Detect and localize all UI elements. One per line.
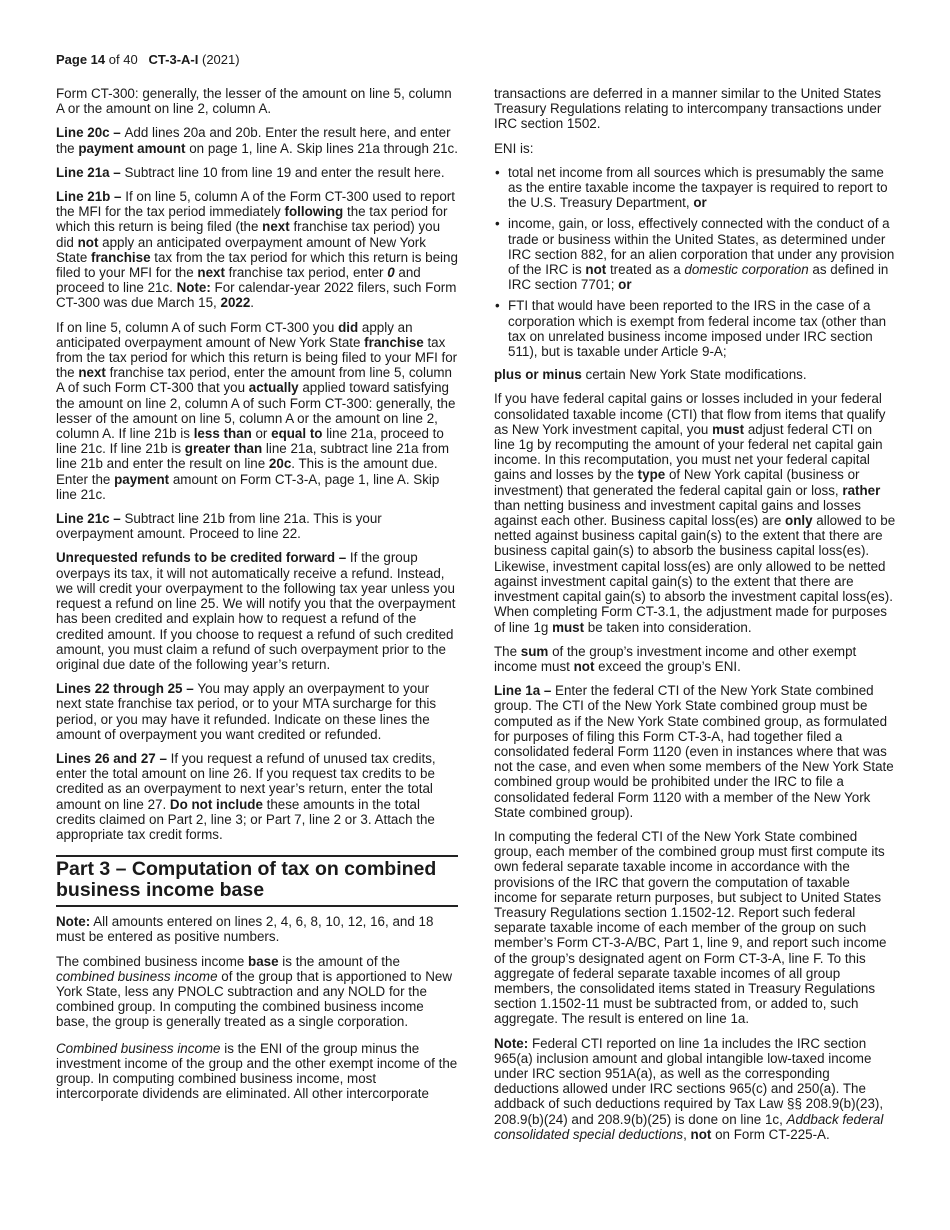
list-item: • income, gain, or loss, effectively connected with the conduct of a trade or business within the United States, as determined under IRC section 882, for an alien corporation that under any provision of the IRC is not treated as a domestic corporation as defined in IRC section 7701; or [494,216,896,292]
paragraph: The combined business income base is the amount of the combined business income of the group that is apportioned to New York State, less any PNOLC subtraction and any NOLD for the combined group. In computing the combined business income base, the group is generally treated as a single corporation. [56,953,453,1030]
paragraph: transactions are deferred in a manner similar to the United States Treasury Regulations relating to intercompany transactions under IRC section 1502. [494,86,882,132]
page-number: Page 14 [56,52,106,67]
paragraph: Form CT-300: generally, the lesser of the amount on line 5, column A or the amount on line 2, column A. [56,86,452,117]
left-column [56,86,458,1110]
eni-heading: ENI is: [494,140,534,156]
note-paragraph: Note: All amounts entered on lines 2, 4, 6, 8, 10, 12, 16, and 18 must be entered as positive numbers. [56,914,434,945]
page-total: of 40 [105,52,138,67]
form-year: (2021) [198,52,240,67]
paragraph: The sum of the group’s investment income and other exempt income must not exceed the group’s ENI. [494,643,857,674]
line-21c-paragraph: Line 21c – Subtract line 21b from line 21a. This is your overpayment amount. Proceed to line 22. [56,511,382,542]
lines-26-27-paragraph: Lines 26 and 27 – If you request a refund of unused tax credits, enter the total amount on line 26. If you request tax credits to be credited as an overpayment to next year’s return, enter the total amount on line 27. Do not include these amounts in the total credits claimed on Part 2, line 3; or Part 7, line 2 or 3. Attach the appropriate tax credit forms. [56,750,436,842]
paragraph: If on line 5, column A of such Form CT-300 you did apply an anticipated overpayment amount of New York State franchise tax from the tax period for which this return is being filed to your MFI for the next franchise tax period, enter the amount from line 5, column A of such Form CT-300 that you actually applied toward satisfying the amount on line 2, column A of such Form CT-300: generally, the lesser of the amount on line 5, column A or the amount on line 2, column A. If line 21b is less than or equal to line 21a, proceed to line 21c. If line 21b is greater than line 21a, subtract line 21a from line 21b and enter the result on line 20c. This is the amount due. Enter the payment amount on Form CT-3-A, page 1, line A. Skip line 21c. [56,319,458,502]
paragraph: plus or minus certain New York State modifications. [494,367,807,383]
line-21a-paragraph: Line 21a – Subtract line 10 from line 19 and enter the result here. [56,164,445,180]
paragraph: In computing the federal CTI of the New York State combined group, each member of the combined group must first compute its own federal separate taxable income in accordance with the provisions of the IRC that govern the computation of taxable income for separate return purposes, but subject to United States Treasury Regulations section 1.1502-12. Report such federal separate taxable income of each member of the group on such member’s Form CT-3-A/BC, Part 1, line 9, and report such income of the group’s designated agent on Form CT-3-A, line F. To this aggregate of federal separate taxable incomes of all group members, the consolidated items stated in Treasury Regulations section 1.1502-11 must be subtracted from, or added to, such aggregate. The result is entered on line 1a. [494,828,887,1027]
line-21b-paragraph: Line 21b – If on line 5, column A of the Form CT-300 used to report the MFI for the tax period immediately following the tax period for which this return is being filed (the next franchise tax period) you did not apply an anticipated overpayment amount of New York State franchise tax from the tax period for which this return is being filed to your MFI for the next franchise tax period, enter 0 and proceed to line 21c. Note: For calendar-year 2022 filers, such Form CT-300 was due March 15, 2022. [56,189,458,311]
list-item: • FTI that would have been reported to the IRS in the case of a corporation which is exempt from federal income tax (other than tax on unrelated business income imposed under IRC section 511), but is taxable under Article 9-A; [494,298,896,359]
line-1a-paragraph: Line 1a – Enter the federal CTI of the New York State combined group. The CTI of the New York State combined group must be computed as if the New York State combined group, as formulated for purposes of filing this Form CT-3-A, had together filed a consolidated federal Form 1120 (even in instances where that was not the case, and even when some members of the New York State combined group would be prohibited under the IRC to file a consolidated federal Form 1120 with a member of the New York State combined group). [494,683,894,820]
lines-22-25-paragraph: Lines 22 through 25 – You may apply an overpayment to your next state franchise tax period, or to your MTA surcharge for this period, or you may have it refunded. Indicate on these lines the amount of overpayment you want credited or refunded. [56,681,437,742]
note-paragraph: Note: Federal CTI reported on line 1a includes the IRC section 965(a) inclusion amount and global intangible low-taxed income under IRC section 951A(a), as well as the corresponding deductions allowed under IRC sections 965(c) and 250(a). The addback of such deductions required by Tax Law §§ 208.9(b)(23), 208.9(b)(24) and 208.9(b)(25) is done on line 1c, Addback federal consolidated special deductions, not on Form CT-225-A. [494,1035,884,1142]
eni-bullet-list [494,165,896,359]
section-heading-box [56,855,458,907]
right-column [494,86,896,1151]
section-title: Part 3 – Computation of tax on combined business income base [56,858,437,902]
page-header [56,52,240,68]
paragraph: Combined business income is the ENI of the group minus the investment income of the group and the other exempt income of the group. In computing combined business income, most intercorporate dividends are eliminated. All other intercorporate [56,1040,458,1102]
form-number: CT-3-A-I [148,52,199,67]
list-item: • total net income from all sources which is presumably the same as the entire taxable income the taxpayer is required to report to the U.S. Treasury Department, or [494,165,896,211]
capital-gains-paragraph: If you have federal capital gains or losses included in your federal consolidated taxable income (CTI) that flow from items that qualify as New York investment capital, you must adjust federal CTI on line 1g by recomputing the amount of your federal net capital gain income. In this recomputation, you must net your federal capital gains and losses by the type of New York capital (business or investment) that generated the federal capital gain or loss, rather than netting business and investment capital gains and losses against each other. Business capital loss(es) are only allowed to be netted against business capital gain(s) to the extent that there are business capital gain(s) to absorb the business capital loss(es). Likewise, investment capital loss(es) are only allowed to be netted against investment capital gain(s) to the extent that there are investment capital gain(s) to absorb the investment capital loss(es). When completing Form CT-3.1, the adjustment made for purposes of line 1g must be taken into consideration. [494,391,896,635]
unrequested-refunds-paragraph: Unrequested refunds to be credited forward – If the group overpays its tax, it will not automatically receive a refund. Instead, we will credit your overpayment to the following tax year unless you request a refund on line 25. We will notify you that the overpayment has been credited and explain how to request a refund of the credited amount. If you choose to request a refund of such credited amount, you must claim a refund of such overpayment prior to the original due date of the following year’s return. [56,550,456,672]
line-20c-paragraph: Line 20c – Add lines 20a and 20b. Enter the result here, and enter the payment amount on page 1, line A. Skip lines 21a through 21c. [56,125,458,156]
